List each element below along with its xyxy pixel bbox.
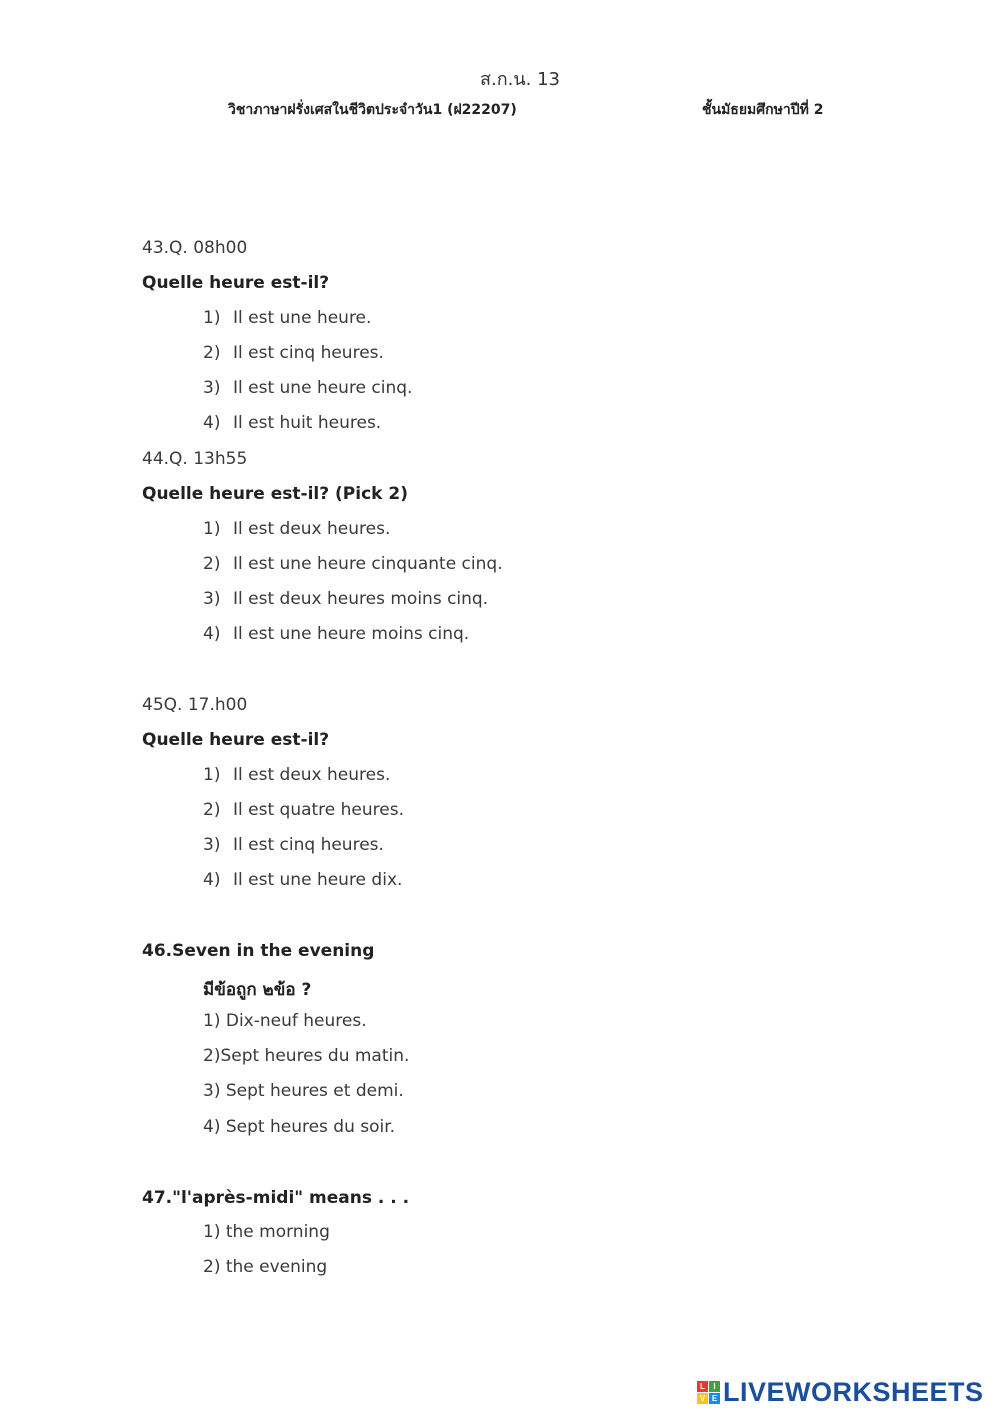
option-text: Il est cinq heures. [233, 835, 384, 855]
question-46-prompt: 46.Seven in the evening [142, 941, 375, 961]
option-text: Il est huit heures. [233, 413, 382, 433]
option-text: Il est deux heures. [233, 519, 391, 539]
question-43-option-4[interactable] [203, 413, 381, 433]
question-47-option-1[interactable]: 1) the morning [203, 1222, 330, 1242]
option-number: 1) [203, 308, 221, 328]
question-43-option-1[interactable] [203, 308, 371, 328]
option-number: 2) [203, 343, 221, 363]
option-number: 4) [203, 413, 221, 433]
question-46-option-4[interactable]: 4) Sept heures du soir. [203, 1117, 396, 1137]
question-44-prompt: Quelle heure est-il? (Pick 2) [142, 484, 408, 504]
question-45-option-4[interactable] [203, 870, 402, 890]
option-text: Il est une heure dix. [233, 870, 403, 890]
option-text: Il est une heure. [233, 308, 372, 328]
question-45-option-2[interactable] [203, 800, 404, 820]
option-number: 3) [203, 835, 221, 855]
question-46-option-3[interactable]: 3) Sept heures et demi. [203, 1081, 404, 1101]
option-text: Il est deux heures moins cinq. [233, 589, 489, 609]
liveworksheets-logo-icon [697, 1381, 720, 1404]
question-44-number: 44.Q. 13h55 [142, 449, 248, 469]
question-45-prompt: Quelle heure est-il? [142, 730, 330, 750]
option-number: 2) [203, 800, 221, 820]
liveworksheets-logo [697, 1377, 984, 1408]
logo-mark-e: E [709, 1393, 720, 1404]
option-number: 3) [203, 589, 221, 609]
option-number: 4) [203, 870, 221, 890]
question-47-prompt: 47."l'après-midi" means . . . [142, 1188, 410, 1208]
question-44-option-1[interactable] [203, 519, 390, 539]
option-number: 1) [203, 519, 221, 539]
subject-title: วิชาภาษาฝรั่งเศสในชีวิตประจำวัน1 (ฝ22207) [228, 102, 517, 118]
option-text: Il est une heure cinq. [233, 378, 413, 398]
question-43-option-2[interactable] [203, 343, 384, 363]
option-text: Il est une heure moins cinq. [233, 624, 470, 644]
question-45-option-1[interactable] [203, 765, 390, 785]
question-44-option-2[interactable] [203, 554, 503, 574]
question-47-option-2[interactable]: 2) the evening [203, 1257, 328, 1277]
question-43-option-3[interactable] [203, 378, 412, 398]
option-number: 1) [203, 765, 221, 785]
option-number: 3) [203, 378, 221, 398]
option-text: Il est cinq heures. [233, 343, 384, 363]
grade-level: ชั้นมัธยมศึกษาปีที่ 2 [702, 102, 824, 118]
logo-text: LIVEWORKSHEETS [723, 1377, 984, 1407]
worksheet-code: ส.ก.น. 13 [480, 69, 560, 90]
question-45-number: 45Q. 17.h00 [142, 695, 248, 715]
question-46-option-1[interactable]: 1) Dix-neuf heures. [203, 1011, 367, 1031]
option-number: 2) [203, 554, 221, 574]
option-text: Il est une heure cinquante cinq. [233, 554, 503, 574]
logo-mark-v: V [697, 1393, 708, 1404]
question-44-option-4[interactable] [203, 624, 469, 644]
option-text: Il est quatre heures. [233, 800, 404, 820]
question-43-number: 43.Q. 08h00 [142, 238, 248, 258]
question-46-option-2[interactable]: 2)Sept heures du matin. [203, 1046, 410, 1066]
option-text: Il est deux heures. [233, 765, 391, 785]
question-43-prompt: Quelle heure est-il? [142, 273, 330, 293]
question-44-option-3[interactable] [203, 589, 488, 609]
question-45-option-3[interactable] [203, 835, 384, 855]
question-46-note: มีข้อถูก ๒ข้อ ? [203, 980, 312, 1000]
logo-mark-l: L [697, 1381, 708, 1392]
logo-mark-i: I [709, 1381, 720, 1392]
option-number: 4) [203, 624, 221, 644]
